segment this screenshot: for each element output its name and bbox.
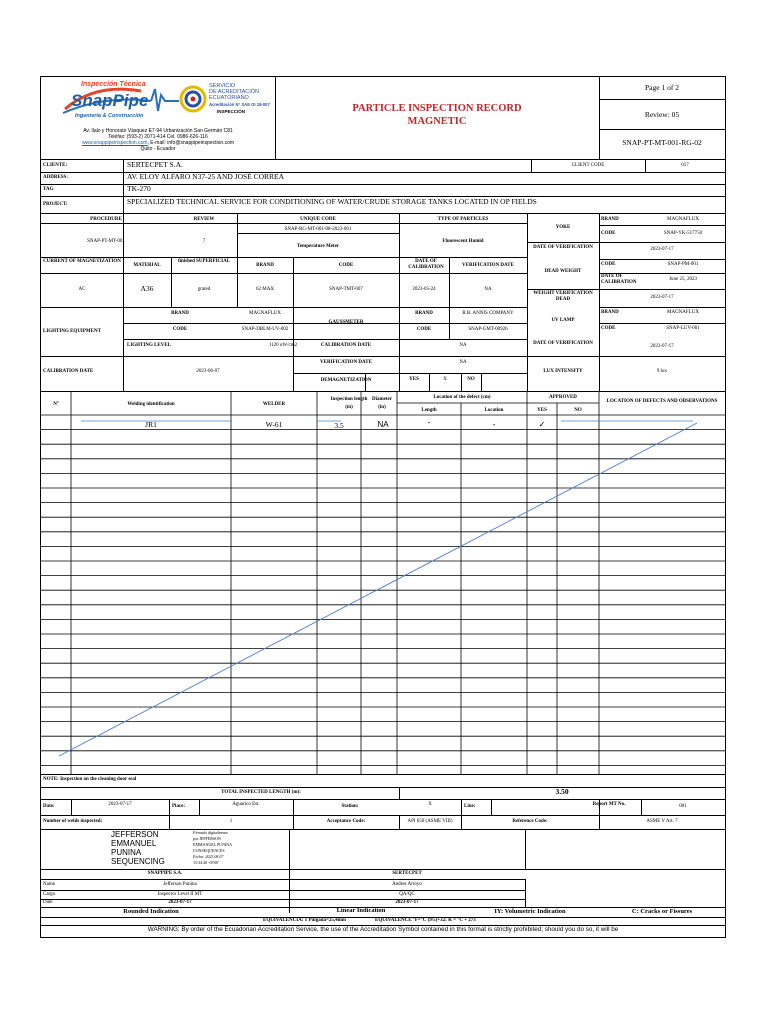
type-particles-header: TYPE OF PARTICLES [437,217,489,222]
col-def-location-header: Location [484,408,504,413]
review-value: 7 [202,239,206,244]
company-email: , E-mail: info@snappipeinspection.com [147,140,235,146]
row1-diameter: NA [377,420,389,429]
tag-label: TAG [43,187,54,192]
signature-detail-6: 15:34:40 -05'00' [193,860,219,865]
col-diameter-unit: (in) [378,405,386,410]
date-snappipe: 2023-07-17 [168,900,192,905]
calibration-date-label: CALIBRATION DATE [43,369,94,374]
legend-rounded: Rounded Indication [123,908,179,915]
procedure-value: SNAP-PT-MT-001 [87,239,125,244]
client-label: CLIENTE: [43,163,68,168]
signature-detail-2: por JEFFERSON [193,836,221,841]
calibration-value: 2023-05-24 [412,287,436,292]
temperature-meter-label: Temperature Meter [296,244,340,249]
demag-x-mark: X [443,377,447,382]
name-snappipe: Jefferson Punina [163,882,197,887]
col-approved-header: APPROVED [549,395,577,400]
accreditation-seal [177,83,273,123]
gaussmeter-label: GAUSSMETER [328,320,364,325]
results-grid [41,391,725,775]
total-length-label: TOTAL INSPECTED LENGTH (m): [221,790,301,795]
signature-name-1: JEFFERSON [111,830,159,839]
name-label: Name [43,882,55,887]
acceptance-value: API 650 (ASME VIII) [407,819,453,824]
g-calibration-value: NA [459,343,467,348]
seal-accreditation-number: Acreditación N° SAE OI 18-007 [209,102,270,107]
code-header: CODE [338,263,354,268]
place-value: Aguarico Est. [232,802,260,807]
row1-def-location: - [492,420,496,429]
le-level-value: 1120 uW/cm2 [268,343,298,348]
g-verification-value: NA [459,360,467,365]
review-header: REVIEW [193,217,215,222]
uv-code-value: SNAP-LUV-001 [666,326,700,331]
signature-name-2: EMMANUEL [111,839,157,848]
procedure-header: PROCEDURE [90,217,122,222]
cargo-snappipe: Inspector Level II MT [157,892,203,897]
lux-label: LUX INTENSITY [543,369,583,374]
calibration-header: DATE OF CALIBRATION [408,259,444,270]
current-header: CURRENT OF MAGNETIZATION [43,259,121,264]
finished-value: grated [197,287,211,292]
date-value: 2023-07-17 [108,802,132,807]
yoke-verification-label: DATE OF VERIFICATION [533,245,593,250]
le-code-value: SNAP-DBLM-UV-002 [241,327,289,332]
col-length-unit: (m) [345,405,353,410]
signature-detail-1: Firmado digitalmente [193,830,228,835]
accreditation-warning: WARNING: By order of the Ecuadorian Accreditation Service, the use of the Accreditation Symbol contained in this format is strictly prohibited; should you do so, it will be [147,926,619,933]
cargo-sertecpet: QA/QC [399,892,415,897]
document-title: PARTICLE INSPECTION RECORD [352,103,522,114]
name-sertecpet: Andres Arroyo [392,882,422,887]
dead-weight-code-value: SNAP-PM-001 [667,262,699,267]
le-code-label: CODE [172,327,188,332]
company-address: Av. Ilalo y Honorato Vásquez E7-94 Urbanización San Germán C81 [83,128,233,134]
verification-date-header: VERIFICATION DATE [462,263,514,268]
col-def-length-header: Length [421,408,437,413]
dead-weight-calibration-label: DATE OF CALIBRATION [601,274,637,285]
dead-weight-calibration-value: June 25, 2023 [669,277,697,282]
seal-type: INSPECCIÓN [217,109,246,114]
le-brand-label: BRAND [171,311,189,316]
date-label: Date: [43,804,55,809]
row1-approved-check: ✓ [538,420,546,429]
cargo-label: Cargo [43,892,56,897]
col-length-header: Inspection length [330,397,368,402]
equivalence-inch: EQUIVALENCIA: 1 Pulgada=25,4mm [263,918,346,923]
dead-weight-code-label: CODE [601,262,616,267]
sertecpet-signature-header: SERTECPET [392,871,422,876]
place-label: Place: [172,804,186,809]
logo-tagline-top: Inspección Técnica [81,81,146,88]
inspection-record-sheet [40,76,726,938]
col-defect-location-header: Location of the defect (cm) [433,395,491,400]
client-code-label: CLIENT CODE [571,163,605,168]
row1-def-length: - [427,418,431,427]
weight-verification-label: WEIGHT VERIFICATION DEAD [533,291,593,302]
g-calibration-label: CALIBRATION DATE [320,343,372,348]
legend-volumetric: IY: Volumetric Indication [494,908,566,915]
welds-value: 1 [229,819,233,824]
seal-line3: ECUATORIANO [209,95,249,101]
col-weld-header: Welding identification [127,402,175,407]
review-number: Review: 05 [644,110,680,119]
unique-code-header: UNIQUE CODE [300,217,336,222]
col-no-header: N° [53,402,59,407]
date2-label: Date [43,900,53,905]
equivalence-temp: EQUIVALENCE °F=°C (9/5)+32; K = °C + 273 [375,918,476,923]
station-label: Station: [341,804,359,809]
g-brand-value: R.B. ANNIS COMPANY [462,311,514,316]
company-city: Quito - Ecuador [140,146,176,152]
company-phone: Teléfax: (593-2) 2071-414 Cel. 0986-626-116 [108,134,208,140]
project-value: SPECIALIZED TECHNICAL SERVICE FOR CONDITIONING OF WATER/CRUDE STORAGE TANKS LOCATED IN OP FIELDS [127,197,537,206]
yoke-brand-label: BRAND [601,217,619,222]
seal-line2: DE ACREDITACIÓN [209,89,260,95]
seal-line1: SERVICIO [209,83,236,89]
verification-date-value: NA [484,287,492,292]
particles-value: Fluorescent Humid [442,239,484,244]
acceptance-label: Acceptance Code: [326,819,366,824]
code-value: SNAP-TMT-007 [329,287,363,292]
logo-name: SnapPipe [71,91,149,110]
demag-yes-label: YES [409,377,419,382]
report-value: 001 [679,804,687,809]
g-code-value: SNAP-GMT-00926 [468,327,508,332]
report-label: Report MT No. [592,802,626,807]
uv-brand-label: BRAND [601,310,619,315]
legend-cracks: C: Cracks or Fissures [631,908,693,915]
project-label: PROJECT: [43,202,68,207]
snappipe-logo [55,79,185,123]
g-verification-label: VERIFICATION DATE [320,360,372,365]
yoke-code-label: CODE [601,231,616,236]
website-link[interactable]: www.snappipeinspection.com [81,140,148,146]
uv-code-label: CODE [601,326,616,331]
demagnetization-label: DEMAGNETIZATION [320,378,372,383]
signature-detail-4: CONSEQUENCES [193,848,225,853]
uv-lamp-label: UV LAMP [551,318,575,323]
reference-label: Reference Code: [512,819,548,824]
digital-signature [111,830,289,868]
client-code-value: 017 [681,163,689,168]
snappipe-signature-header: SNAPPIPE S.A. [147,871,183,876]
yoke-brand-value: MAGNAFLUX [667,217,699,222]
uv-verification-label: DATE OF VERIFICATION [533,341,593,346]
col-diameter-header: Diameter [372,397,392,402]
brand-header: BRAND [256,263,274,268]
signature-detail-3: EMMANUEL PUNINA [193,842,233,847]
weight-verification-value: 2023-07-17 [650,295,674,300]
unique-code-value: SNAP-RG-MT-001-08-2023-001 [284,227,352,232]
le-level-label: LIGHTING LEVEL [127,343,172,348]
lux-value: 9 lux [656,369,668,374]
yoke-label: YOKE [555,225,571,230]
document-subtitle: MAGNETIC [407,116,467,127]
col-yes-header: YES [537,408,547,413]
material-header: MATERIAL [133,263,161,268]
brand-value: 62 MAX [256,287,274,292]
inspection-note: NOTE: Inspection on the cleaning door seal [43,777,137,782]
row1-weld: JR1 [145,420,157,429]
cancel-diagonal-line [59,420,697,756]
current-value: AC [78,287,86,292]
date-sertecpet: 2023-07-17 [395,900,419,905]
yoke-verification-value: 2023-07-17 [650,247,674,252]
welds-label: Number of welds inspected: [43,819,103,824]
row1-length: 3.5 [334,421,344,430]
signature-name-4: SEQUENCING [111,857,165,866]
g-code-label: CODE [416,327,432,332]
finished-header: finished SUPERFICIAL [177,259,231,264]
legend-linear: Linear Indication [336,907,386,914]
lighting-equipment-label: LIGHTING EQUIPMENT [43,329,101,334]
client-value: SERTECPET S.A. [127,160,183,169]
total-length-value: 3.50 [555,787,569,796]
station-value: X [428,802,432,807]
col-observations-header: LOCATION OF DEFECTS AND OBSERVATIONS [606,399,718,404]
tag-value: TK-270 [127,184,151,193]
demag-no-label: NO [467,377,475,382]
le-brand-value: MAGNAFLUX [249,311,281,316]
material-value: A36 [140,284,154,293]
uv-verification-value: 2023-07-17 [650,344,674,349]
page-indicator: Page 1 of 2 [645,83,679,92]
uv-brand-value: MAGNAFLUX [667,310,699,315]
col-no-approval-header: NO [574,408,582,413]
row1-welder: W-61 [265,420,283,429]
address-value: AV. ELOY ALFARO N37-25 AND JOSÉ CORREA [127,172,285,181]
dead-weight-label: DEAD WEIGHT [544,269,582,274]
reference-value: ASME V Art. 7 [646,819,678,824]
yoke-code-value: SNAP-YK-517750 [663,231,703,236]
document-code: SNAP-PT-MT-001-RG-02 [622,138,702,147]
signature-detail-5: Fecha: 2023.08.07 [193,854,224,859]
signature-name-3: PUNINA [111,848,142,857]
calibration-date-value: 2023-06-07 [196,369,220,374]
logo-tagline-bottom: Ingeniería & Construcción [75,113,144,119]
col-welder-header: WELDER [262,402,286,407]
address-label: ADDRESS: [43,175,69,180]
line-label: Line: [464,804,476,809]
g-brand-label: BRAND [415,311,433,316]
